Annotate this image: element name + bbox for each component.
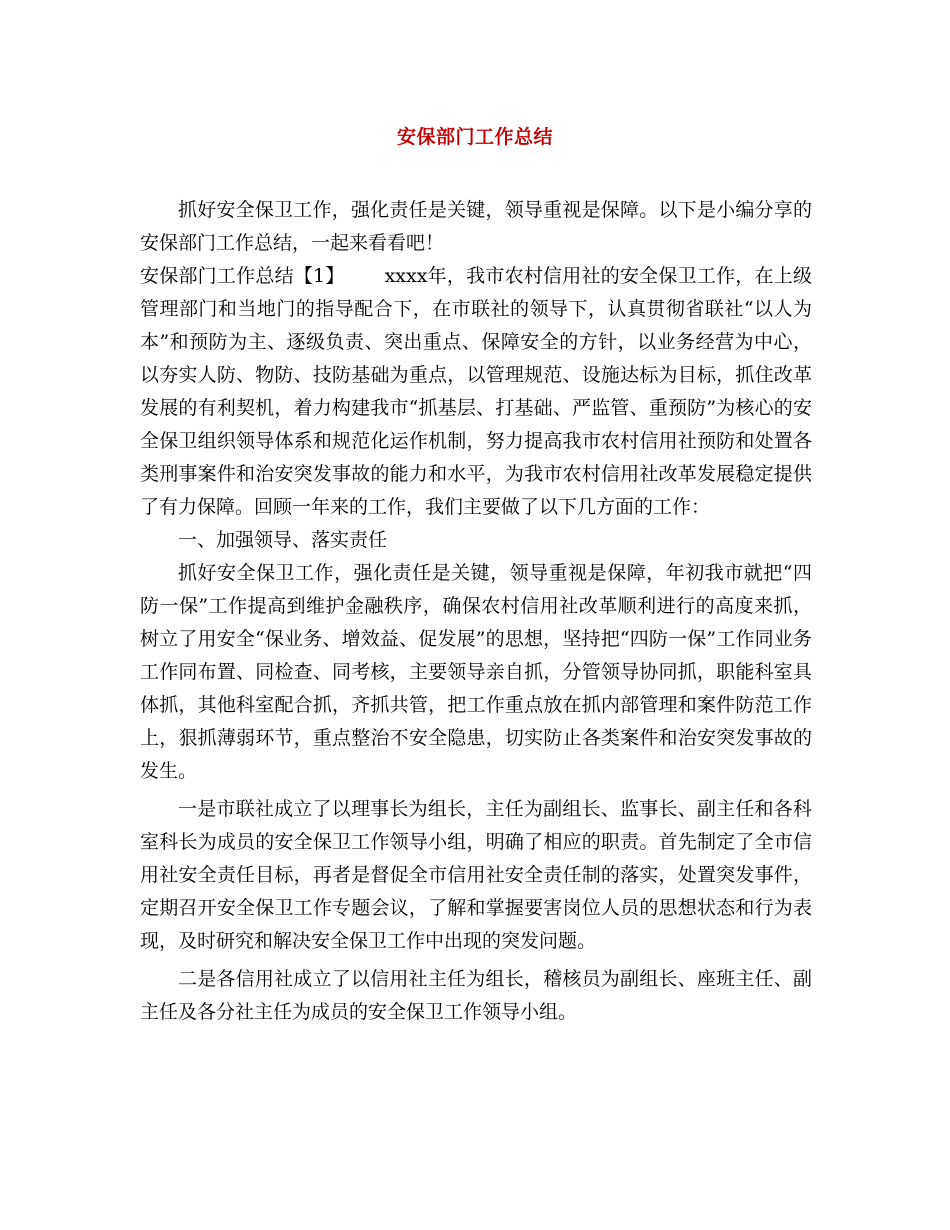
section-paragraph [140,260,812,524]
section-text: xxxx年，我市农村信用社的安全保卫工作，在上级管理部门和当地门的指导配合下，在市联社的领导下，认真贯彻省联社“以人为本”和预防为主、逐级负责、突出重点、保障安全的方针，以业务经营为中心，以夯实人防、物防、技防基础为重点，以管理规范、设施达标为目标，抓住改革发展的有利契机，着力构建我市“抓基层、打基础、严监管、重预防”为核心的安全保卫组织领导体系和规范化运作机制，努力提高我市农村信用社预防和处置各类刑事案件和治安突发事故的能力和水平，为我市农村信用社改革发展稳定提供了有力保障。回顾一年来的工作，我们主要做了以下几方面的工作： [140,265,812,518]
paragraph-3: 二是各信用社成立了以信用社主任为组长，稽核员为副组长、座班主任、副主任及各分社主任为成员的安全保卫工作领导小组。 [140,968,812,1023]
section-heading: 安保部门工作总结【1】 [140,265,345,287]
page-title: 安保部门工作总结 [396,126,553,148]
paragraph-2: 一是市联社成立了以理事长为组长，主任为副组长、监事长、副主任和各科室科长为成员的安全保卫工作领导小组，明确了相应的职责。首先制定了全市信用社安全责任目标，再者是督促全市信用社安全责任制的落实，处置突发事件，定期召开安全保卫工作专题会议，了解和掌握要害岗位人员的思想状态和行为表现，及时研究和解决安全保卫工作中出现的突发问题。 [140,798,812,952]
intro-paragraph: 抓好安全保卫工作，强化责任是关键，领导重视是保障。以下是小编分享的安保部门工作总结，一起来看看吧！ [140,199,812,254]
subheading-1: 一、加强领导、落实责任 [178,529,388,551]
paragraph-1: 抓好安全保卫工作，强化责任是关键，领导重视是保障，年初我市就把“四防一保”工作提高到维护金融秩序，确保农村信用社改革顺利进行的高度来抓，树立了用安全“保业务、增效益、促发展”的思想，坚持把“四防一保”工作同业务工作同布置、同检查、同考核，主要领导亲自抓，分管领导协同抓，职能科室具体抓，其他科室配合抓，齐抓共管，把工作重点放在抓内部管理和案件防范工作上，狠抓薄弱环节，重点整治不安全隐患，切实防止各类案件和治安突发事故的发生。 [140,562,812,782]
document-body [140,194,812,1029]
